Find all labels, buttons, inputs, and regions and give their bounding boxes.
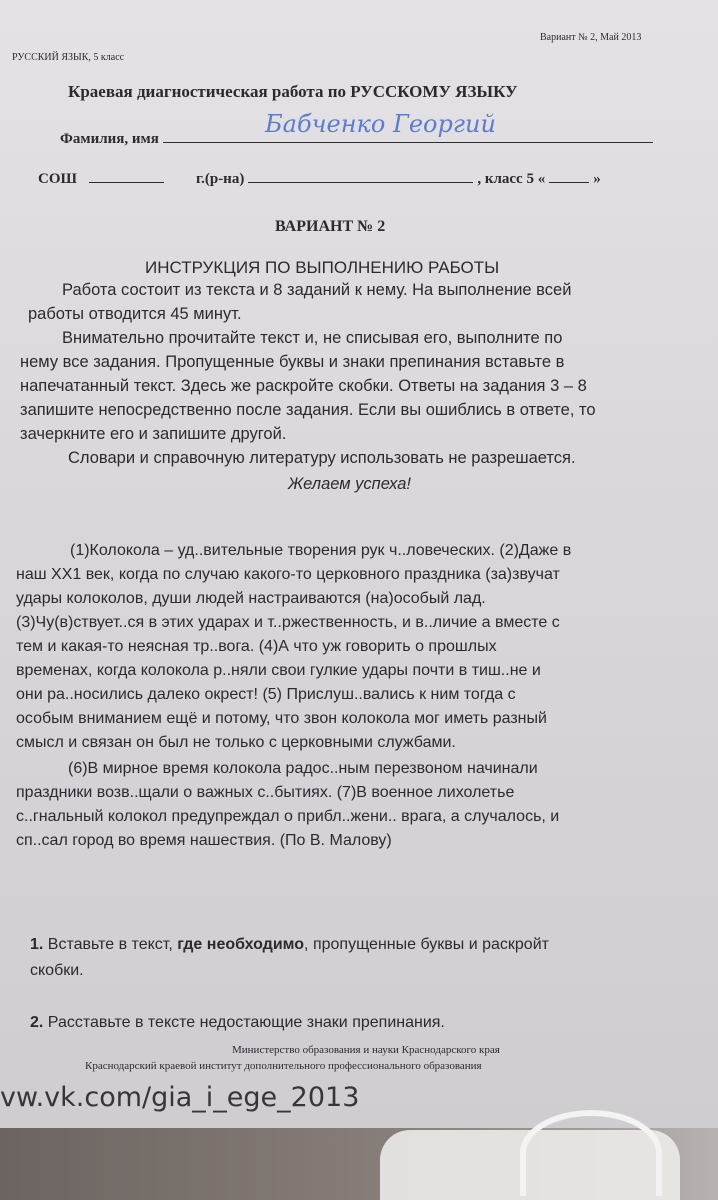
instruction-line: напечатанный текст. Здесь же раскройте скобки. Ответы на задания 3 – 8 (20, 377, 587, 395)
text-line: удары колоколов, души людей настраиваются (на)особый лад. (16, 590, 486, 607)
task-1 (30, 936, 549, 954)
text-line: (1)Колокола – уд..вительные творения рук ч..ловеческих. (2)Даже в (70, 542, 572, 559)
district-label: г.(р-на) (195, 171, 245, 187)
page-title: Краевая диагностическая работа по РУССКОМУ ЯЗЫКУ (68, 82, 518, 101)
school-row (38, 168, 601, 188)
watermark-url: vw.vk.com/gia_i_ege_2013 (0, 1082, 360, 1113)
variant-date: Вариант № 2, Май 2013 (540, 32, 642, 43)
class-label: , класс 5 « (477, 171, 546, 187)
text-line: наш XX1 век, когда по случаю какого-то церковного праздника (за)звучат (16, 566, 560, 583)
instruction-line: зачеркните его и запишите другой. (20, 425, 287, 443)
task-2 (30, 1014, 445, 1032)
task-1-number: 1. (30, 936, 44, 953)
wish-text: Желаем успеха! (288, 475, 411, 493)
task-1-text-a: Вставьте в текст, (47, 936, 173, 953)
name-label: Фамилия, имя (60, 131, 159, 147)
cable-object (520, 1110, 662, 1196)
name-handwritten: Бабченко Георгий (265, 110, 496, 138)
subject-grade: РУССКИЙ ЯЗЫК, 5 класс (12, 52, 125, 63)
task-1-text-b: , пропущенные буквы и раскройт (304, 936, 549, 953)
instruction-line: Внимательно прочитайте текст и, не списывая его, выполните по (62, 329, 563, 347)
footer-ministry: Министерство образования и науки Краснодарского края (232, 1044, 500, 1056)
text-line: тем и какая-то неясная тр..вога. (4)А что уж говорить о прошлых (16, 638, 497, 655)
text-line: (6)В мирное время колокола радос..ным перезвоном начинали (68, 760, 538, 777)
district-line (248, 168, 473, 183)
text-line: особым вниманием ещё и потому, что звон колокола мог иметь разный (16, 710, 547, 727)
instruction-line: Работа состоит из текста и 8 заданий к нему. На выполнение всей (62, 281, 572, 299)
variant-heading: ВАРИАНТ № 2 (275, 218, 386, 235)
text-line: смысл и связан он был не только с церковными службами. (16, 734, 456, 751)
text-line: сп..сал город во время нашествия. (По В. Малову) (16, 832, 392, 849)
text-line: (3)Чу(в)ствует..ся в этих ударах и т..ржественность, и в..личие а вместе с (16, 614, 560, 631)
class-close: » (593, 171, 601, 187)
school-label: СОШ (38, 171, 77, 187)
text-line: праздники возв..щали о важных с..бытиях. (7)В военное лихолетье (16, 784, 515, 801)
task-1-text-bold: где необходимо (177, 936, 305, 953)
instruction-line: Словари и справочную литературу использовать не разрешается. (68, 449, 576, 467)
text-line: с..гнальный колокол предупреждал о прибл..жени.. врага, а случалось, и (16, 808, 560, 825)
footer-institute: Краснодарский краевой институт дополнительного профессионального образования (85, 1060, 482, 1072)
text-line: временах, когда колокола р..няли свои гулкие удары почти в тиш..не и (16, 662, 541, 679)
task-2-text: Расставьте в тексте недостающие знаки препинания. (47, 1014, 445, 1031)
class-line (549, 168, 589, 183)
text-line: они ра..носились далеко окрест! (5) Прислуш..вались к ним тогда с (16, 686, 516, 703)
instruction-line: запишите непосредственно после задания. Если вы ошиблись в ответе, то (20, 401, 596, 419)
instruction-line: работы отводится 45 минут. (28, 305, 242, 323)
instruction-line: нему все задания. Пропущенные буквы и знаки препинания вставьте в (20, 353, 565, 371)
task-2-number: 2. (30, 1014, 44, 1031)
task-1-continued: скобки. (30, 962, 84, 979)
instructions-heading: ИНСТРУКЦИЯ ПО ВЫПОЛНЕНИЮ РАБОТЫ (145, 258, 500, 277)
school-line (89, 168, 164, 183)
